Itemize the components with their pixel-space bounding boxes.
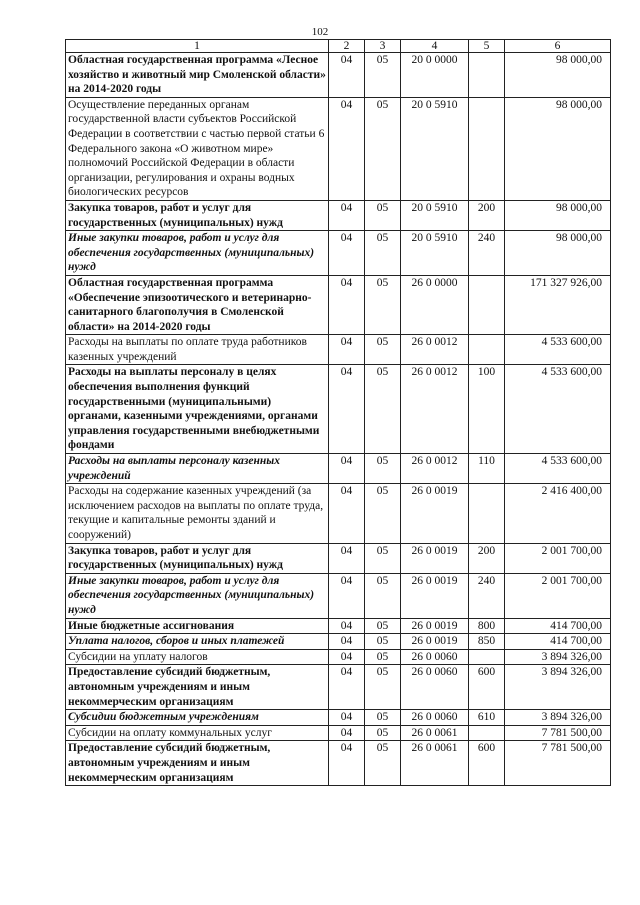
cell-expense-type [469,484,505,543]
cell-name: Расходы на выплаты по оплате труда работников казенных учреждений [66,335,329,365]
cell-expense-type [469,649,505,665]
cell-expense-type: 610 [469,710,505,726]
cell-expense-type: 240 [469,573,505,618]
cell-amount: 2 001 700,00 [505,573,611,618]
cell-expense-type: 100 [469,365,505,454]
cell-target-article: 20 0 5910 [401,97,469,200]
cell-subsection: 05 [365,573,401,618]
cell-name: Закупка товаров, работ и услуг для государственных (муниципальных) нужд [66,543,329,573]
cell-expense-type [469,725,505,741]
cell-target-article: 26 0 0019 [401,634,469,650]
table-body [66,53,611,786]
cell-section: 04 [329,365,365,454]
cell-target-article: 20 0 5910 [401,200,469,230]
cell-expense-type: 110 [469,454,505,484]
cell-subsection: 05 [365,725,401,741]
cell-subsection: 05 [365,335,401,365]
cell-target-article: 26 0 0060 [401,649,469,665]
cell-name: Субсидии на уплату налогов [66,649,329,665]
table-row [66,618,611,634]
table-row [66,231,611,276]
cell-subsection: 05 [365,618,401,634]
cell-target-article: 26 0 0061 [401,741,469,786]
cell-amount: 98 000,00 [505,231,611,276]
cell-target-article: 26 0 0060 [401,710,469,726]
cell-target-article: 26 0 0061 [401,725,469,741]
table-row [66,335,611,365]
page-number: 102 [311,26,329,38]
cell-target-article: 20 0 5910 [401,231,469,276]
column-header: 1 [66,40,329,53]
table-row [66,543,611,573]
cell-expense-type: 850 [469,634,505,650]
cell-subsection: 05 [365,741,401,786]
cell-name: Субсидии на оплату коммунальных услуг [66,725,329,741]
cell-name: Иные бюджетные ассигнования [66,618,329,634]
cell-expense-type: 240 [469,231,505,276]
table-row [66,454,611,484]
cell-expense-type [469,97,505,200]
cell-expense-type [469,275,505,334]
cell-expense-type [469,335,505,365]
cell-subsection: 05 [365,543,401,573]
cell-target-article: 26 0 0000 [401,275,469,334]
cell-target-article: 26 0 0019 [401,573,469,618]
table-row [66,97,611,200]
cell-subsection: 05 [365,710,401,726]
cell-amount: 7 781 500,00 [505,741,611,786]
column-header: 2 [329,40,365,53]
header-row [66,40,611,53]
cell-subsection: 05 [365,365,401,454]
cell-section: 04 [329,618,365,634]
cell-subsection: 05 [365,231,401,276]
cell-amount: 7 781 500,00 [505,725,611,741]
column-header: 4 [401,40,469,53]
cell-amount: 171 327 926,00 [505,275,611,334]
cell-section: 04 [329,53,365,98]
cell-subsection: 05 [365,454,401,484]
cell-subsection: 05 [365,200,401,230]
cell-name: Субсидии бюджетным учреждениям [66,710,329,726]
cell-target-article: 26 0 0019 [401,618,469,634]
cell-section: 04 [329,200,365,230]
table-row [66,200,611,230]
table-row [66,573,611,618]
cell-name: Расходы на содержание казенных учреждений (за исключением расходов на выплаты по оплате труда, текущие и капитальные ремонты зданий и сооружений) [66,484,329,543]
cell-section: 04 [329,725,365,741]
cell-amount: 414 700,00 [505,618,611,634]
cell-section: 04 [329,275,365,334]
cell-amount: 98 000,00 [505,200,611,230]
cell-name: Уплата налогов, сборов и иных платежей [66,634,329,650]
cell-subsection: 05 [365,649,401,665]
cell-amount: 98 000,00 [505,53,611,98]
table-row [66,53,611,98]
column-header: 5 [469,40,505,53]
cell-section: 04 [329,454,365,484]
table-row [66,725,611,741]
cell-section: 04 [329,741,365,786]
budget-table [65,39,611,786]
cell-expense-type: 200 [469,200,505,230]
table-row [66,484,611,543]
cell-section: 04 [329,97,365,200]
cell-target-article: 20 0 0000 [401,53,469,98]
cell-expense-type: 600 [469,741,505,786]
cell-amount: 4 533 600,00 [505,454,611,484]
table-row [66,365,611,454]
cell-expense-type: 200 [469,543,505,573]
cell-amount: 4 533 600,00 [505,335,611,365]
cell-target-article: 26 0 0019 [401,484,469,543]
table-row [66,649,611,665]
cell-target-article: 26 0 0012 [401,454,469,484]
cell-name: Предоставление субсидий бюджетным, автономным учреждениям и иным некоммерческим организациям [66,741,329,786]
cell-target-article: 26 0 0019 [401,543,469,573]
table-row [66,710,611,726]
cell-section: 04 [329,634,365,650]
table-row [66,275,611,334]
cell-amount: 2 001 700,00 [505,543,611,573]
cell-amount: 3 894 326,00 [505,649,611,665]
cell-target-article: 26 0 0060 [401,665,469,710]
cell-subsection: 05 [365,53,401,98]
cell-amount: 3 894 326,00 [505,710,611,726]
cell-subsection: 05 [365,97,401,200]
cell-section: 04 [329,649,365,665]
cell-name: Областная государственная программа «Лесное хозяйство и животный мир Смоленской области» на 2014-2020 годы [66,53,329,98]
column-header: 6 [505,40,611,53]
cell-name: Закупка товаров, работ и услуг для государственных (муниципальных) нужд [66,200,329,230]
cell-target-article: 26 0 0012 [401,365,469,454]
cell-target-article: 26 0 0012 [401,335,469,365]
table-row [66,665,611,710]
cell-amount: 4 533 600,00 [505,365,611,454]
cell-amount: 2 416 400,00 [505,484,611,543]
column-header: 3 [365,40,401,53]
cell-section: 04 [329,543,365,573]
cell-subsection: 05 [365,665,401,710]
cell-expense-type [469,53,505,98]
cell-name: Иные закупки товаров, работ и услуг для обеспечения государственных (муниципальных) нужд [66,573,329,618]
cell-name: Осуществление переданных органам государственной власти субъектов Российской Федерации в соответствии с частью первой статьи 6 Федерального закона «О животном мире» полномочий Российской Федерации в области организации, регулирования и охраны водных биологических ресурсов [66,97,329,200]
cell-subsection: 05 [365,484,401,543]
cell-amount: 414 700,00 [505,634,611,650]
cell-name: Расходы на выплаты персоналу в целях обеспечения выполнения функций государственными (муниципальными) органами, казенными учреждениями, органами управления государственными внебюджетными фондами [66,365,329,454]
cell-expense-type: 600 [469,665,505,710]
cell-name: Расходы на выплаты персоналу казенных учреждений [66,454,329,484]
cell-section: 04 [329,710,365,726]
cell-name: Областная государственная программа «Обеспечение эпизоотического и ветеринарно-санитарного благополучия в Смоленской области» на 2014-2020 годы [66,275,329,334]
cell-section: 04 [329,335,365,365]
cell-section: 04 [329,573,365,618]
cell-amount: 3 894 326,00 [505,665,611,710]
cell-section: 04 [329,484,365,543]
cell-subsection: 05 [365,275,401,334]
cell-section: 04 [329,231,365,276]
cell-section: 04 [329,665,365,710]
cell-name: Предоставление субсидий бюджетным, автономным учреждениям и иным некоммерческим организациям [66,665,329,710]
table-row [66,634,611,650]
cell-name: Иные закупки товаров, работ и услуг для обеспечения государственных (муниципальных) нужд [66,231,329,276]
cell-subsection: 05 [365,634,401,650]
cell-expense-type: 800 [469,618,505,634]
table-row [66,741,611,786]
cell-amount: 98 000,00 [505,97,611,200]
